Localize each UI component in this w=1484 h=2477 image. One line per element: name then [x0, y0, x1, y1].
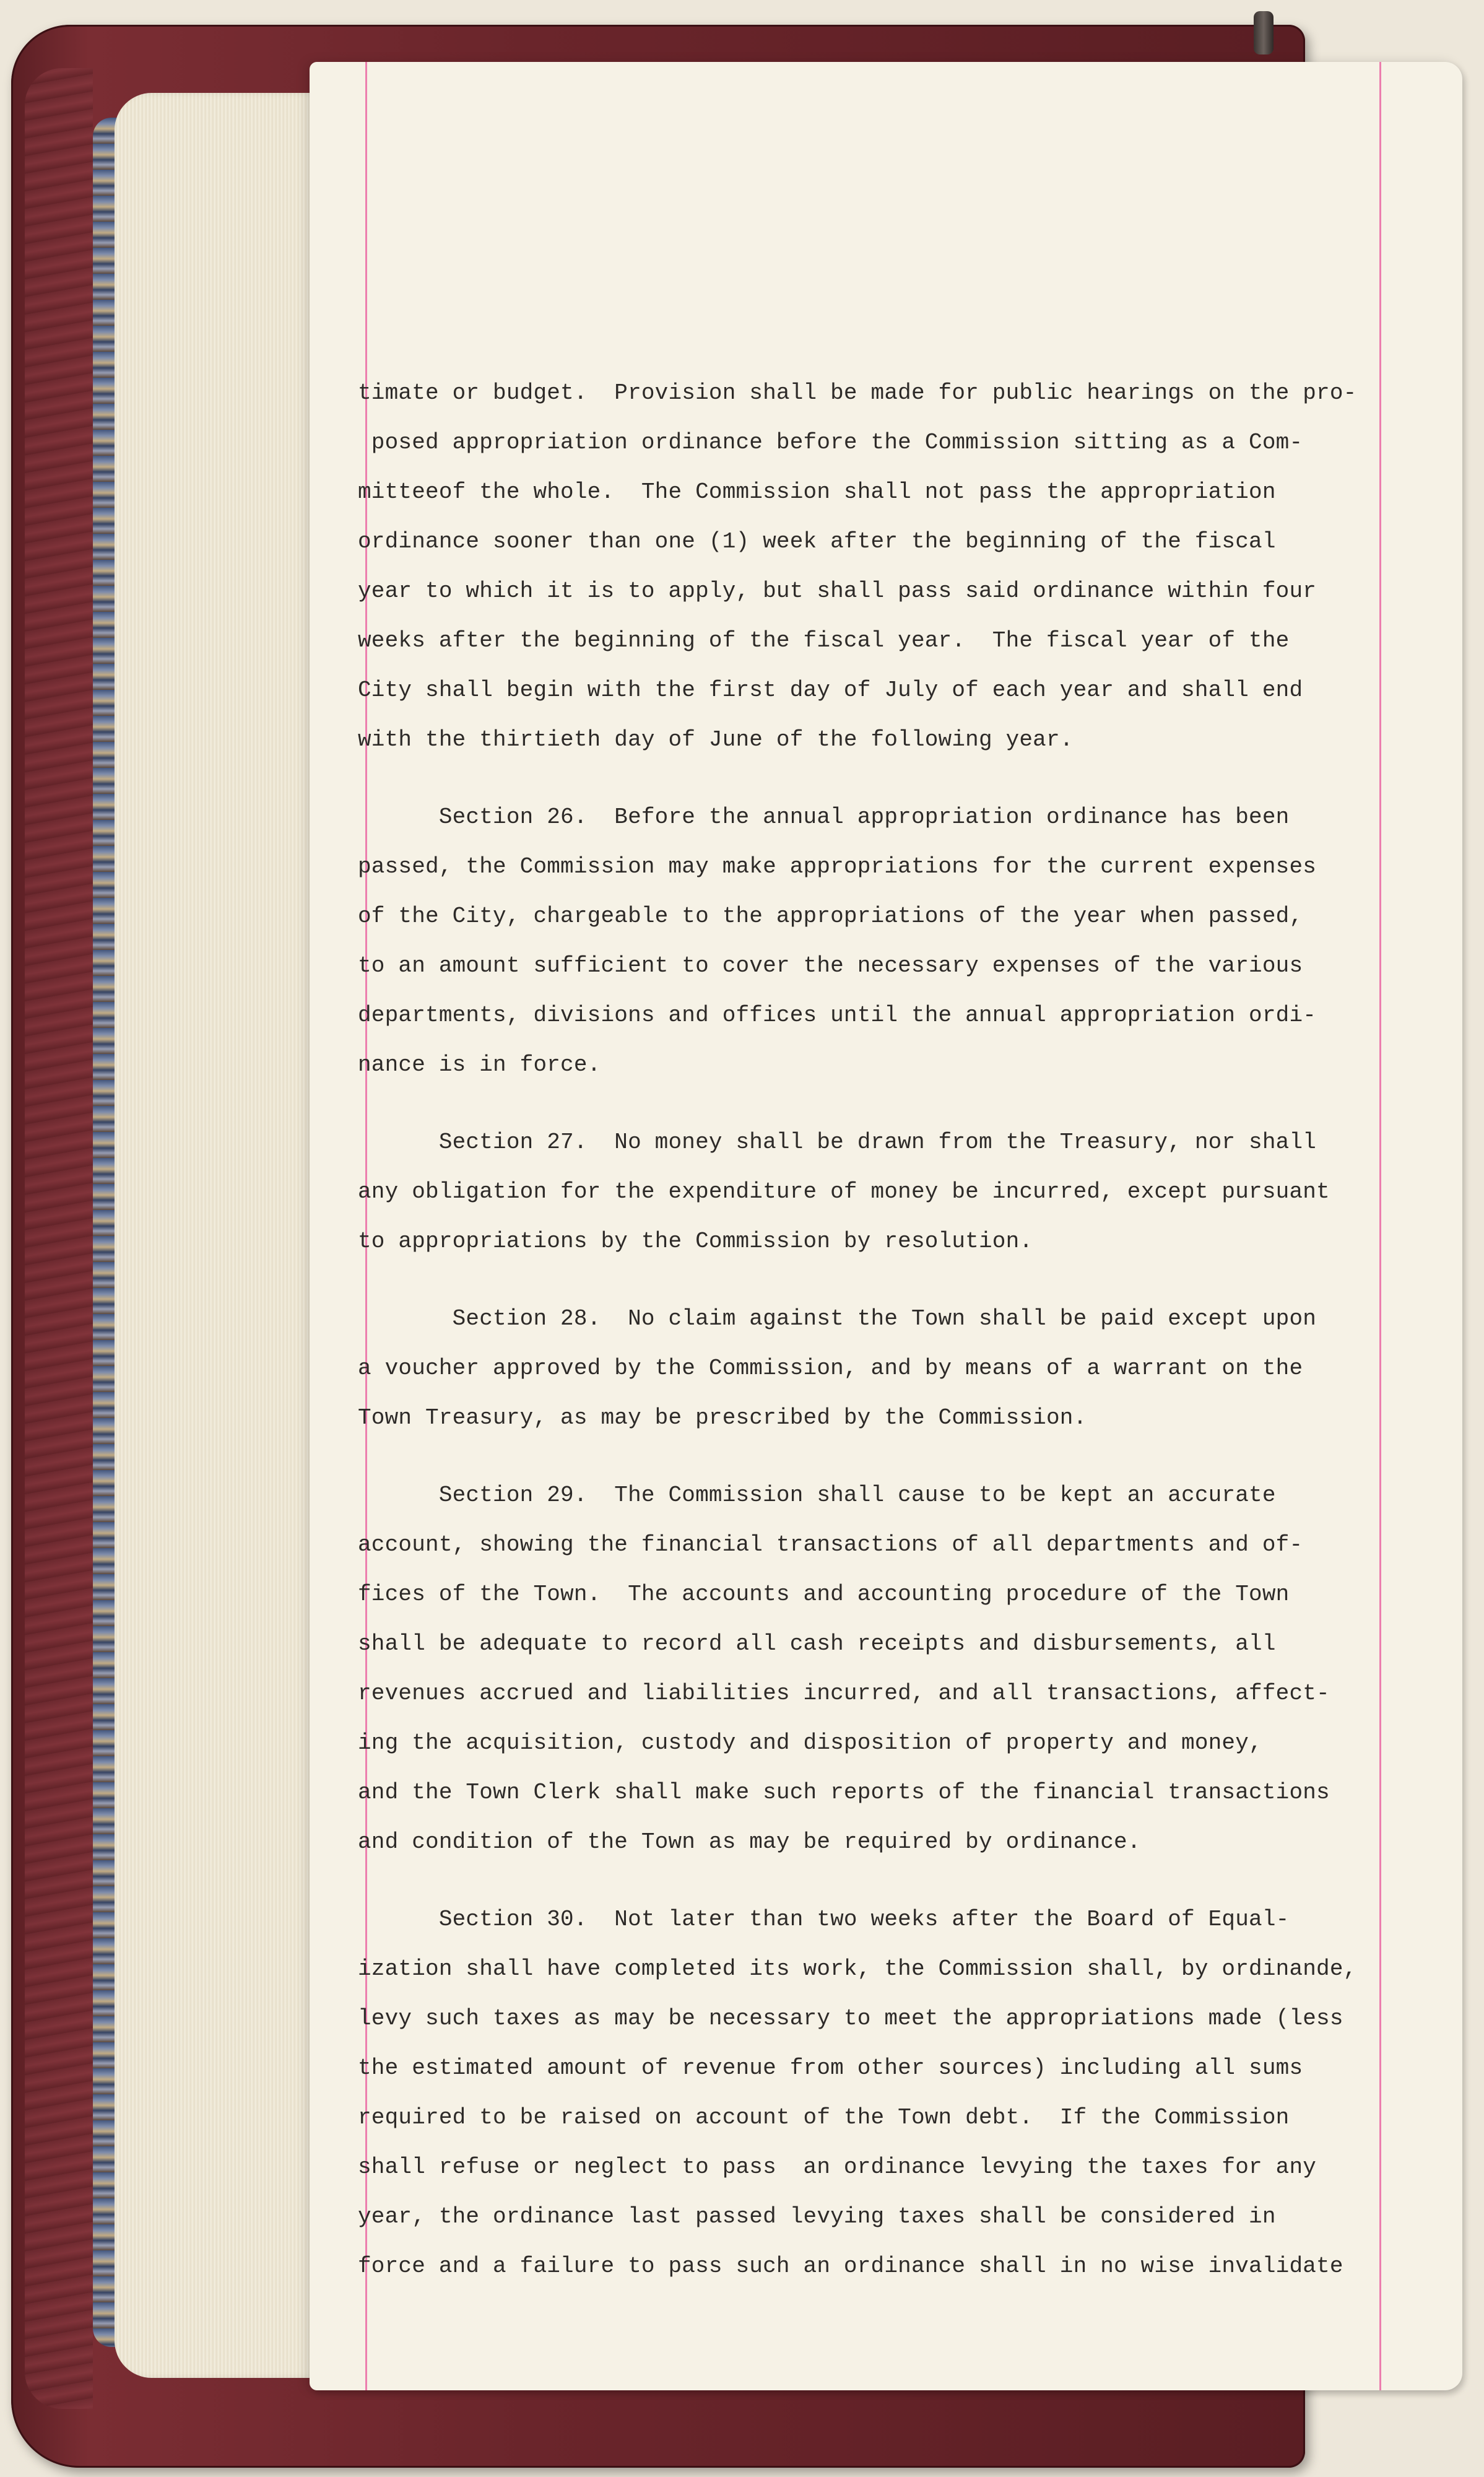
text-line: to an amount sufficient to cover the necessary expenses of the various	[358, 953, 1303, 978]
text-line: ordinance sooner than one (1) week after the beginning of the fiscal	[358, 529, 1276, 554]
text-line: posed appropriation ordinance before the Commission sitting as a Com-	[358, 430, 1303, 455]
text-line: passed, the Commission may make appropriations for the current expenses	[358, 854, 1317, 879]
text-line: to appropriations by the Commission by resolution.	[358, 1229, 1033, 1254]
text-line: any obligation for the expenditure of money be incurred, except pursuant	[358, 1179, 1330, 1204]
text-line: departments, divisions and offices until the annual appropriation ordi-	[358, 1003, 1317, 1028]
paragraph-gap	[358, 765, 1423, 793]
paragraph-gap	[358, 1090, 1423, 1118]
text-line: nance is in force.	[358, 1052, 601, 1077]
page-stack	[115, 93, 319, 2378]
text-line: City shall begin with the first day of July of each year and shall end	[358, 677, 1303, 703]
paragraph-gap	[358, 1443, 1423, 1471]
text-line: shall be adequate to record all cash receipts and disbursements, all	[358, 1631, 1276, 1656]
text-line: ing the acquisition, custody and disposition of property and money,	[358, 1730, 1262, 1756]
text-line: account, showing the financial transactions of all departments and of-	[358, 1532, 1303, 1557]
binding-clasp	[1254, 11, 1274, 54]
typewritten-page	[310, 62, 1462, 2390]
binding-spine-edge	[25, 68, 93, 2409]
text-line: year, the ordinance last passed levying taxes shall be considered in	[358, 2204, 1276, 2229]
text-line: mitteeof the whole. The Commission shall not pass the appropriation	[358, 479, 1276, 505]
text-line: shall refuse or neglect to pass an ordinance levying the taxes for any	[358, 2154, 1317, 2180]
text-line: Section 28. No claim against the Town shall be paid except upon	[358, 1306, 1317, 1331]
text-line: ization shall have completed its work, the Commission shall, by ordinande,	[358, 1956, 1357, 1982]
text-line: of the City, chargeable to the appropriations of the year when passed,	[358, 903, 1303, 929]
text-line: with the thirtieth day of June of the following year.	[358, 727, 1074, 752]
text-line: Section 27. No money shall be drawn from the Treasury, nor shall	[358, 1130, 1317, 1155]
text-line: required to be raised on account of the Town debt. If the Commission	[358, 2105, 1290, 2130]
text-line: year to which it is to apply, but shall pass said ordinance within four	[358, 578, 1317, 604]
text-line: a voucher approved by the Commission, and by means of a warrant on the	[358, 1356, 1303, 1381]
text-line: the estimated amount of revenue from other sources) including all sums	[358, 2055, 1303, 2081]
text-line: revenues accrued and liabilities incurred, and all transactions, affect-	[358, 1681, 1330, 1706]
text-line: weeks after the beginning of the fiscal year. The fiscal year of the	[358, 628, 1290, 653]
text-line: Section 30. Not later than two weeks after the Board of Equal-	[358, 1907, 1290, 1932]
text-line: and the Town Clerk shall make such reports of the financial transactions	[358, 1780, 1330, 1805]
text-line: fices of the Town. The accounts and accounting procedure of the Town	[358, 1582, 1290, 1607]
text-line: Town Treasury, as may be prescribed by the Commission.	[358, 1405, 1087, 1430]
text-line: and condition of the Town as may be required by ordinance.	[358, 1829, 1141, 1855]
text-line: Section 26. Before the annual appropriation ordinance has been	[358, 804, 1290, 830]
text-line: levy such taxes as may be necessary to meet the appropriations made (less	[358, 2006, 1343, 2031]
paragraph-gap	[358, 1867, 1423, 1895]
text-line: force and a failure to pass such an ordinance shall in no wise invalidate	[358, 2253, 1343, 2279]
paragraph-gap	[358, 1266, 1423, 1294]
text-line: timate or budget. Provision shall be made for public hearings on the pro-	[358, 380, 1357, 406]
page-text	[358, 368, 1423, 2291]
text-line: Section 29. The Commission shall cause to be kept an accurate	[358, 1482, 1276, 1508]
